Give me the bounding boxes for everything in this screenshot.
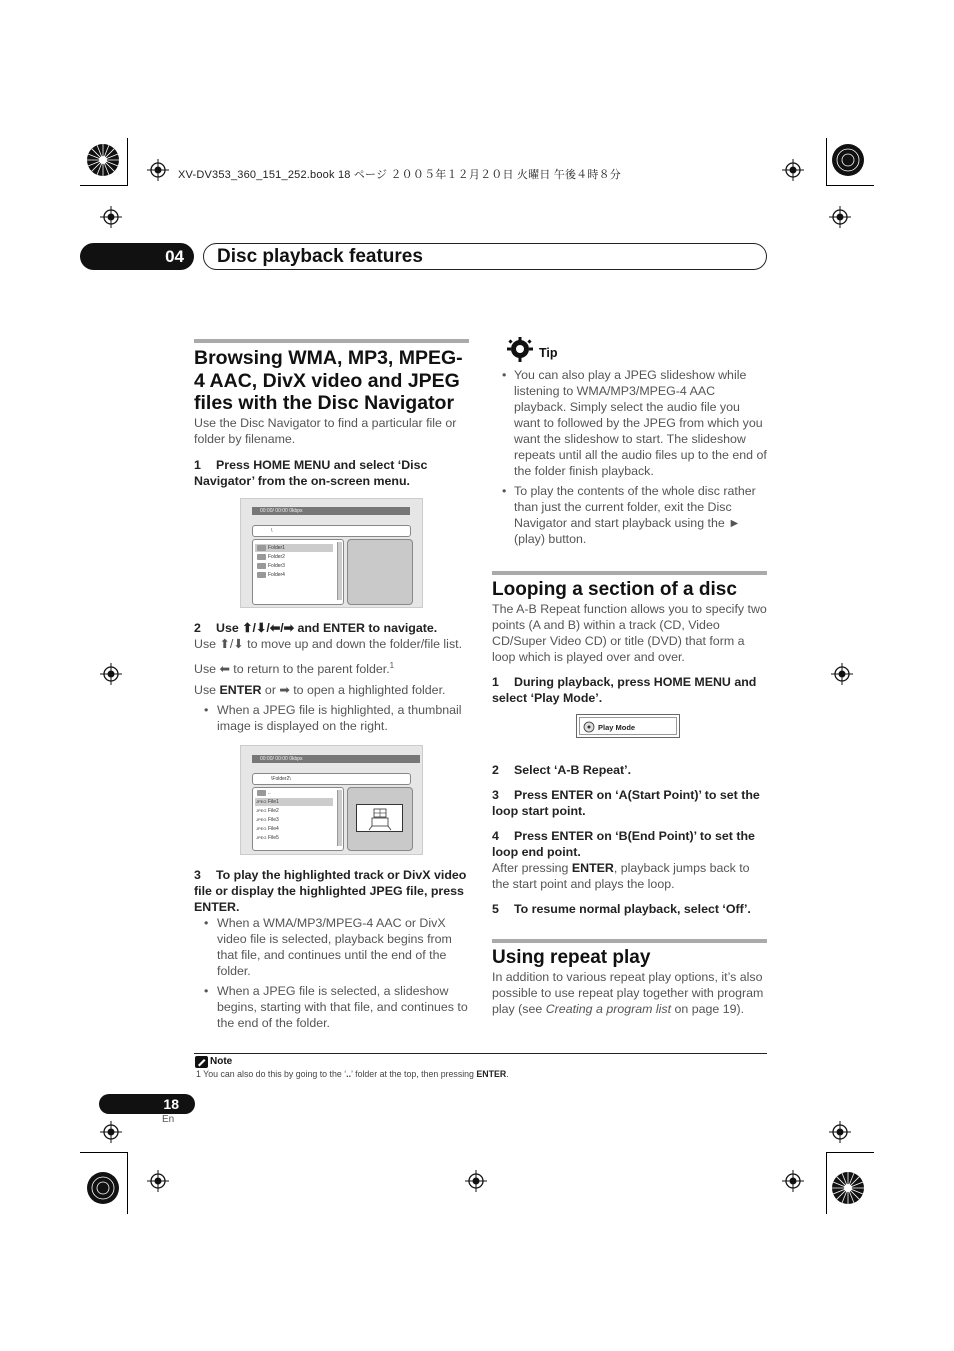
- list-item[interactable]: Folder2: [255, 553, 333, 561]
- crop-mark: [127, 1152, 128, 1214]
- section-heading-repeat: Using repeat play: [492, 947, 651, 968]
- right-column: [492, 337, 767, 1017]
- disc-navigator-screen-folders: [240, 498, 423, 608]
- note-pencil-icon: [195, 1056, 208, 1068]
- browsing-intro: Use the Disc Navigator to find a particular file or folder by filename.: [194, 415, 457, 446]
- chapter-number: 04: [80, 243, 194, 270]
- crosshair-icon: [782, 159, 804, 181]
- folder-icon: [257, 572, 266, 578]
- folder-path: \: [252, 525, 411, 537]
- file-list[interactable]: [252, 539, 344, 605]
- status-bar: 00:00/ 00:00 0kbps: [252, 755, 420, 763]
- registration-rosette-icon: [831, 143, 865, 177]
- enter-instruction: Use ENTER or ➡ to open a highlighted folder.: [194, 682, 446, 697]
- step-1: 1 Press HOME MENU and select ‘Disc Navigator’ from the on-screen menu.: [194, 457, 428, 488]
- registration-rosette-icon: [86, 1171, 120, 1205]
- bullet-audio-video-playback: • When a WMA/MP3/MPEG-4 AAC or DivX video file is selected, playback begins from that file, and continues until the end of the folder.: [194, 915, 469, 979]
- list-item[interactable]: ..: [255, 789, 333, 797]
- list-item[interactable]: JPEG File4: [256, 825, 279, 832]
- folder-up-icon: [257, 790, 266, 796]
- updown-instruction: Use ⬆/⬇ to move up and down the folder/file list.: [194, 636, 463, 651]
- left-column: [194, 339, 469, 1031]
- tip-label: Tip: [539, 346, 558, 360]
- tip-whole-disc: • To play the contents of the whole disc rather than just the current folder, exit the Disc Navigator and start playback using the ► (play) button.: [492, 483, 767, 547]
- section-rule: [194, 339, 469, 343]
- crosshair-icon: [147, 1170, 169, 1192]
- list-scrollbar[interactable]: [337, 790, 342, 846]
- list-item[interactable]: JPEG File3: [256, 816, 279, 823]
- registration-rosette-icon: [831, 1171, 865, 1205]
- thumbnail-panel: [347, 787, 413, 851]
- crosshair-icon: [465, 1170, 487, 1192]
- page-number: 18: [99, 1094, 195, 1114]
- crosshair-icon: [100, 206, 122, 228]
- crosshair-icon: [147, 159, 169, 181]
- language-code: En: [162, 1114, 175, 1125]
- play-mode-menu[interactable]: [576, 714, 680, 738]
- loop-step-3: 3 Press ENTER on ‘A(Start Point)’ to set the loop start point.: [492, 788, 760, 818]
- section-rule: [492, 571, 767, 575]
- thumbnail-panel: [347, 539, 413, 605]
- registration-rosette-icon: [86, 143, 120, 177]
- loop-step-4: 4 Press ENTER on ‘B(End Point)’ to set the loop end point.: [492, 829, 755, 859]
- disc-navigator-screen-files: [240, 745, 423, 855]
- loop-step-5: 5 To resume normal playback, select ‘Off’.: [492, 902, 751, 916]
- tip-lightbulb-icon: [506, 337, 534, 363]
- step-3: 3 To play the highlighted track or DivX video file or display the highlighted JPEG file, press ENTER.: [194, 867, 467, 914]
- bullet-jpeg-thumbnail: • When a JPEG file is highlighted, a thumbnail image is displayed on the right.: [194, 702, 469, 734]
- folder-icon: [257, 545, 266, 551]
- tip-header: [492, 337, 767, 363]
- bullet-jpeg-slideshow: • When a JPEG file is selected, a slideshow begins, starting with that file, and continues to the end of the folder.: [194, 983, 469, 1031]
- chapter-title: Disc playback features: [203, 243, 767, 270]
- list-item[interactable]: JPEG File5: [256, 834, 279, 841]
- footnote-text: 1 You can also do this by going to the ‘..’ folder at the top, then pressing ENTER.: [196, 1069, 509, 1079]
- parent-instruction: Use ⬅ to return to the parent folder.$^1$: [194, 660, 395, 676]
- list-item[interactable]: JPEG File2: [256, 807, 279, 814]
- crop-mark: [826, 185, 874, 186]
- loop-step-1: 1 During playback, press HOME MENU and select ‘Play Mode’.: [492, 675, 757, 705]
- note-label: Note: [210, 1056, 233, 1067]
- list-item[interactable]: Folder3: [255, 562, 333, 570]
- crop-mark: [826, 1152, 827, 1214]
- crop-mark: [127, 138, 128, 186]
- list-scrollbar[interactable]: [337, 542, 342, 600]
- looping-intro: The A-B Repeat function allows you to specify two points (A and B) within a track (CD, Video CD/Super Video CD) or title (DVD) that form a loop which is played over and over.: [492, 602, 767, 664]
- section-rule: [492, 939, 767, 943]
- folder-path: \Folder2\: [252, 773, 411, 785]
- list-item[interactable]: JPEG File1: [255, 798, 333, 806]
- status-bar: 00:00/ 00:00 0kbps: [252, 507, 410, 515]
- section-heading-looping: Looping a section of a disc: [492, 579, 737, 600]
- crosshair-icon: [829, 206, 851, 228]
- list-item[interactable]: Folder1: [255, 544, 333, 552]
- crop-mark: [80, 185, 128, 186]
- crop-mark: [826, 1152, 874, 1153]
- play-mode-label: Play Mode: [598, 723, 636, 732]
- section-heading-browsing: Browsing WMA, MP3, MPEG-4 AAC, DivX video and JPEG files with the Disc Navigator: [194, 347, 463, 414]
- tip-slideshow: • You can also play a JPEG slideshow while listening to WMA/MP3/MPEG-4 AAC playback. Simply select the audio file you want to followed by the JPEG from which you want the slideshow to start. The slideshow repeats until all the audio files up to the end of the folder finish playback.: [492, 367, 767, 479]
- loop-after-enter: After pressing ENTER, playback jumps back to the start point and plays the loop.: [492, 861, 750, 891]
- crosshair-icon: [100, 1121, 122, 1143]
- crop-mark: [80, 1152, 128, 1153]
- crosshair-icon: [100, 663, 122, 685]
- print-header: XV-DV353_360_151_252.book 18 ページ ２００５年１２月２０日 火曜日 午後４時８分: [178, 169, 621, 181]
- list-item[interactable]: Folder4: [255, 571, 333, 579]
- file-list[interactable]: [252, 787, 344, 851]
- jpeg-thumbnail-image-icon: [356, 804, 403, 832]
- footnote-rule: [194, 1053, 767, 1054]
- play-mode-disc-icon: [583, 721, 595, 733]
- step-2: 2 Use ⬆/⬇/⬅/➡ and ENTER to navigate.: [194, 620, 438, 635]
- crosshair-icon: [782, 1170, 804, 1192]
- crosshair-icon: [829, 1121, 851, 1143]
- loop-step-2: 2 Select ‘A-B Repeat’.: [492, 763, 632, 777]
- crop-mark: [826, 138, 827, 186]
- folder-icon: [257, 554, 266, 560]
- repeat-intro: In addition to various repeat play options, it’s also possible to use repeat play together with program play (see Creating a program list on page 19).: [492, 970, 764, 1016]
- crosshair-icon: [831, 663, 853, 685]
- folder-icon: [257, 563, 266, 569]
